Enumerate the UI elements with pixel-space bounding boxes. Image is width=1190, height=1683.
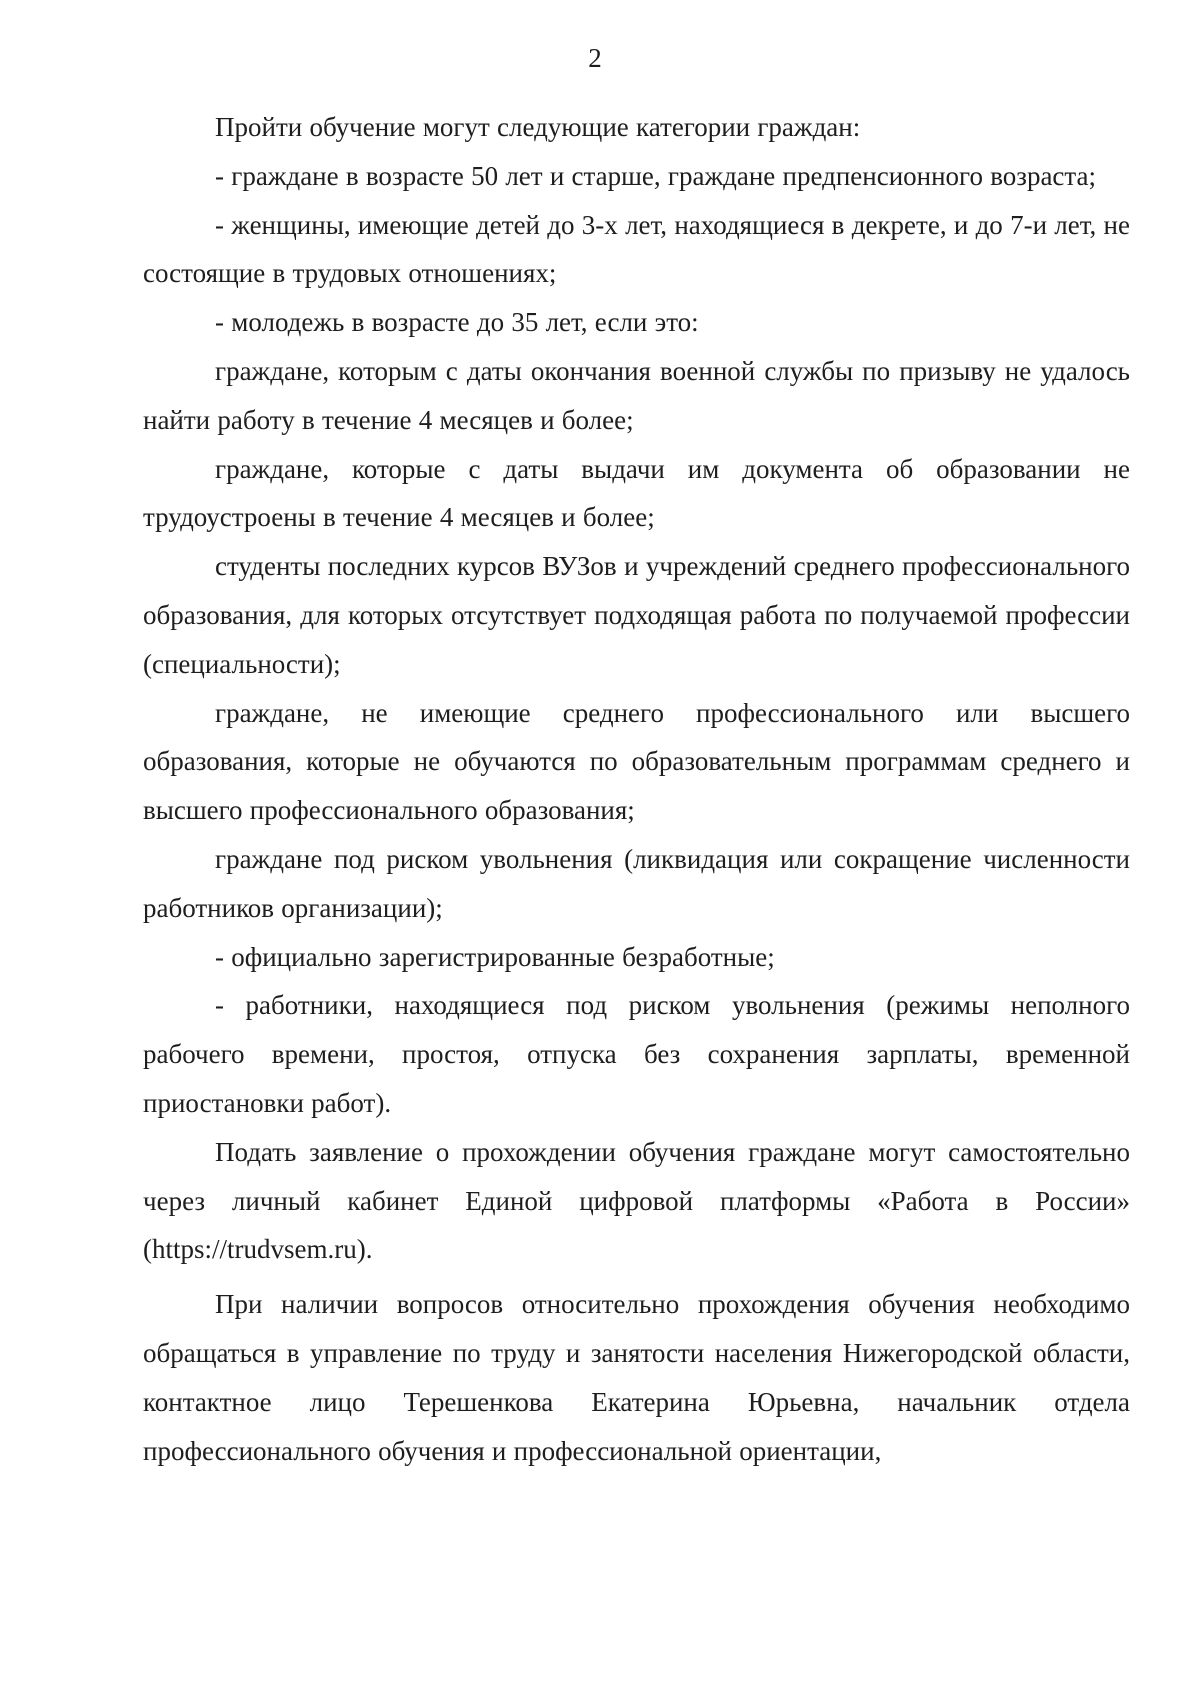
paragraph-intro: Пройти обучение могут следующие категории граждан: <box>215 112 861 142</box>
paragraph-youth-dismissal-risk: граждане под риском увольнения (ликвидация или сокращение численности работников организации); <box>143 843 1130 923</box>
paragraph-category-youth: - молодежь в возрасте до 35 лет, если это: <box>215 307 699 338</box>
paragraph-category-women: - женщины, имеющие детей до 3-х лет, находящиеся в декрете, и до 7-и лет, не состоящие в трудовых отношениях; <box>143 209 1130 289</box>
paragraph-category-50-plus: - граждане в возрасте 50 лет и старше, граждане предпенсионного возраста; <box>215 160 1097 191</box>
paragraph-youth-students: студенты последних курсов ВУЗов и учреждений среднего профессионального образования, для которых отсутствует подходящая работа по получаемой профессии (специальности); <box>143 551 1130 679</box>
document-body <box>143 103 1130 1475</box>
paragraph-youth-no-education: граждане, не имеющие среднего профессионального или высшего образования, которые не обучаются по образовательным программам среднего и высшего профессионального образования; <box>143 697 1130 826</box>
paragraph-youth-military: граждане, которым с даты окончания военной службы по призыву не удалось найти работу в течение 4 месяцев и более; <box>143 355 1130 435</box>
paragraph-contact: При наличии вопросов относительно прохождения обучения необходимо обращаться в управление по труду и занятости населения Нижегородской области, контактное лицо Терешенкова Екатерина Юрьевна, начальник отдела профессионального обучения и профессиональной ориентации, <box>143 1289 1130 1466</box>
paragraph-application: Подать заявление о прохождении обучения граждане могут самостоятельно через личный кабинет Единой цифровой платформы «Работа в России» (https://trudvsem.ru). <box>143 1136 1130 1265</box>
paragraph-category-workers: - работники, находящиеся под риском увольнения (режимы неполного рабочего времени, простоя, отпуска без сохранения зарплаты, временной приостановки работ). <box>143 990 1130 1118</box>
paragraph-youth-graduates: граждане, которые с даты выдачи им документа об образовании не трудоустроены в течение 4 месяцев и более; <box>143 453 1130 533</box>
paragraph-category-unemployed: - официально зарегистрированные безработные; <box>215 941 775 972</box>
page-number: 2 <box>588 43 602 73</box>
